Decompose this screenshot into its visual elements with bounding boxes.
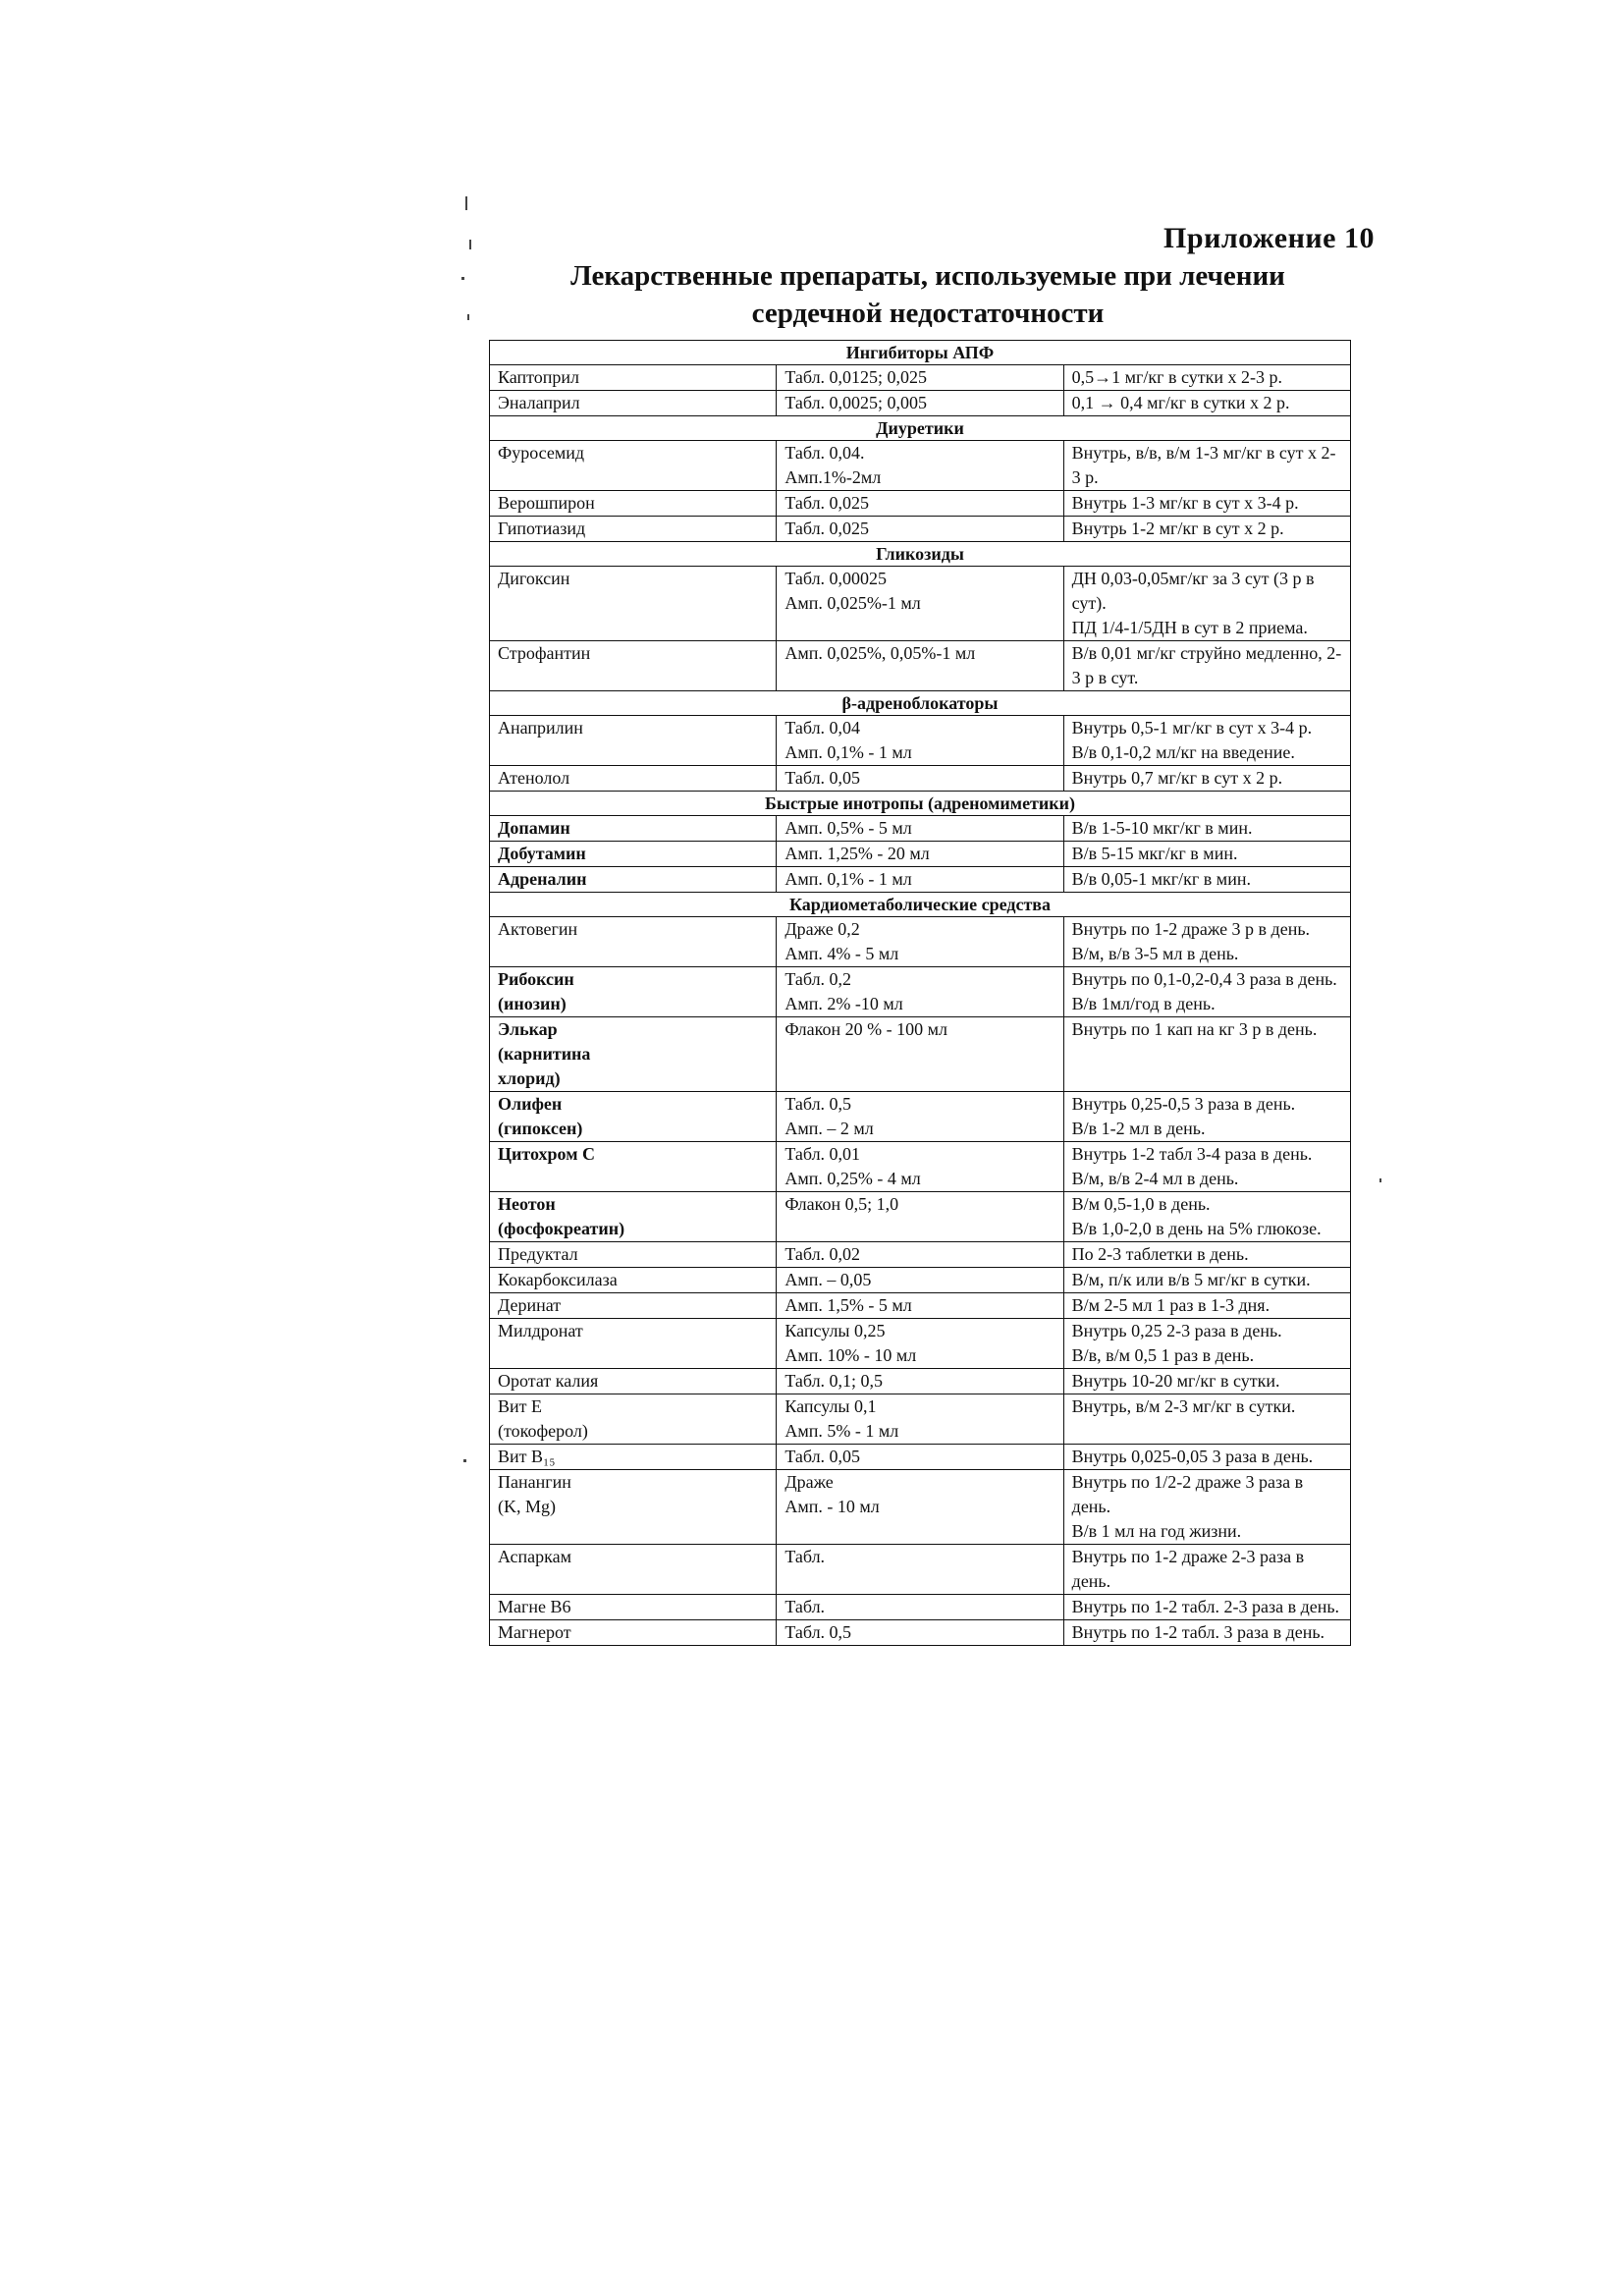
drug-row [490,1319,1351,1369]
drug-name-cell [490,716,777,766]
scan-artifact [467,314,469,320]
drug-name-line: (фосфокреатин) [498,1219,625,1238]
dosing-line: Внутрь по 1-2 драже 3 р в день. [1071,919,1311,939]
drug-name-line: Деринат [498,1295,562,1315]
dosing-cell [1063,1192,1350,1242]
dosage-form-cell [777,867,1063,893]
drug-name-line: (K, Mg) [498,1497,556,1516]
drug-name-line: (карнитина [498,1044,591,1064]
drug-name-cell [490,391,777,416]
dosing-cell [1063,1445,1350,1470]
dosage-form-line: Табл. 0,025 [784,519,870,538]
drug-name-line: Гипотиазид [498,519,586,538]
drug-row [490,1142,1351,1192]
dosage-form-cell [777,1092,1063,1142]
drug-name-cell [490,917,777,967]
dosage-form-cell [777,1545,1063,1595]
drug-name-cell [490,1470,777,1545]
dosing-cell [1063,391,1350,416]
dosing-line: 0,5→1 мг/кг в сутки х 2-3 р. [1071,367,1283,387]
dosing-line: Внутрь по 1-2 драже 2-3 раза в день. [1071,1547,1305,1591]
dosage-form-line: Табл. 0,0125; 0,025 [784,367,928,387]
dosage-form-line: Табл. 0,1; 0,5 [784,1371,884,1391]
dosage-form-line: Амп. - 10 мл [784,1497,880,1516]
dosing-line: В/в 0,1-0,2 мл/кг на введение. [1071,742,1295,762]
drug-name-cell [490,1369,777,1394]
dosing-cell [1063,1319,1350,1369]
dosing-cell [1063,1369,1350,1394]
drug-name-cell [490,1319,777,1369]
dosage-form-cell [777,917,1063,967]
drug-name-cell [490,491,777,517]
section-header-row [490,542,1351,567]
drug-name-line: Анаприлин [498,718,583,738]
dosage-form-line: Табл. 0,2 [784,969,852,989]
drug-name-cell [490,641,777,691]
drug-name-line: Фуросемид [498,443,585,463]
dosage-form-cell [777,641,1063,691]
drug-row [490,1293,1351,1319]
dosage-form-line: Капсулы 0,25 [784,1321,886,1340]
drug-name-cell [490,1242,777,1268]
dosing-line: В/в, в/м 0,5 1 раз в день. [1071,1345,1255,1365]
dosing-cell [1063,1293,1350,1319]
dosing-line: 0,1 → 0,4 мг/кг в сутки х 2 р. [1071,393,1290,412]
drug-row [490,1017,1351,1092]
drug-row [490,1268,1351,1293]
drug-name-line: Аспаркам [498,1547,572,1566]
dosage-form-line: Табл. [784,1597,826,1616]
dosing-line: Внутрь по 0,1-0,2-0,4 3 раза в день. [1071,969,1337,989]
dosage-form-cell [777,967,1063,1017]
drug-row [490,1545,1351,1595]
drug-name-line: (токоферол) [498,1421,588,1441]
document-title-line-2: сердечной недостаточности [751,298,1105,329]
dosage-form-line: Амп. 4% - 5 мл [784,944,899,963]
medication-table [489,340,1351,1646]
dosing-line: Внутрь 10-20 мг/кг в сутки. [1071,1371,1280,1391]
dosing-line: Внутрь по 1-2 табл. 3 раза в день. [1071,1622,1325,1642]
drug-name-line: Панангин [498,1472,571,1492]
dosage-form-line: Флакон 0,5; 1,0 [784,1194,899,1214]
dosage-form-line: Амп. 0,5% - 5 мл [784,818,912,838]
dosage-form-cell [777,842,1063,867]
drug-name-cell [490,1445,777,1470]
dosing-cell [1063,517,1350,542]
dosing-cell [1063,1092,1350,1142]
scan-artifact [463,1459,466,1462]
dosing-cell [1063,1620,1350,1646]
drug-name-line: Верошпирон [498,493,595,513]
dosage-form-line: Табл. 0,01 [784,1144,861,1164]
drug-name-cell [490,1545,777,1595]
dosage-form-cell [777,766,1063,792]
dosing-cell [1063,641,1350,691]
dosing-line: В/в 1мл/год в день. [1071,994,1216,1013]
drug-name-line: (гипоксен) [498,1119,583,1138]
dosage-form-cell [777,391,1063,416]
drug-name-cell [490,1268,777,1293]
drug-name-line: Магнерот [498,1622,571,1642]
drug-row [490,567,1351,641]
dosage-form-line: Амп. 2% -10 мл [784,994,903,1013]
drug-row [490,1595,1351,1620]
drug-name-line: Добутамин [498,844,586,863]
dosage-form-line: Табл. 0,0025; 0,005 [784,393,928,412]
drug-row [490,967,1351,1017]
drug-row [490,867,1351,893]
dosing-line: Внутрь 0,25-0,5 3 раза в день. [1071,1094,1296,1114]
drug-name-line: Допамин [498,818,570,838]
section-header: β-адреноблокаторы [490,691,1351,716]
dosage-form-line: Табл. 0,00025 [784,569,888,588]
dosing-line: Внутрь 0,025-0,05 3 раза в день. [1071,1447,1314,1466]
dosing-line: В/м 2-5 мл 1 раз в 1-3 дня. [1071,1295,1271,1315]
dosing-line: Внутрь, в/в, в/м 1-3 мг/кг в сут х 2-3 р. [1071,443,1336,487]
dosage-form-line: Табл. 0,5 [784,1622,852,1642]
drug-name-line: Атенолол [498,768,570,788]
dosage-form-line: Табл. 0,025 [784,493,870,513]
drug-name-cell [490,517,777,542]
dosage-form-line: Флакон 20 % - 100 мл [784,1019,947,1039]
dosing-line: Внутрь 0,5-1 мг/кг в сут х 3-4 р. [1071,718,1313,738]
dosing-cell [1063,716,1350,766]
drug-name-line: Вит B₁₅ [498,1447,556,1466]
drug-name-line: Дигоксин [498,569,570,588]
dosage-form-line: Амп. 0,1% - 1 мл [784,869,912,889]
dosing-line: В/м, в/в 2-4 мл в день. [1071,1169,1239,1188]
dosing-line: Внутрь по 1 кап на кг 3 р в день. [1071,1019,1318,1039]
scan-artifact [461,277,464,280]
dosing-line: В/в 0,01 мг/кг струйно медленно, 2-3 р в сут. [1071,643,1342,687]
drug-name-cell [490,1092,777,1142]
dosage-form-cell [777,1620,1063,1646]
dosage-form-cell [777,441,1063,491]
dosage-form-cell [777,1242,1063,1268]
dosing-line: В/в 1-5-10 мкг/кг в мин. [1071,818,1253,838]
dosage-form-line: Амп.1%-2мл [784,467,882,487]
document-title-line-1: Лекарственные препараты, используемые при лечении [570,260,1285,292]
drug-row [490,365,1351,391]
dosage-form-line: Амп. 10% - 10 мл [784,1345,917,1365]
dosing-line: Внутрь 1-2 мг/кг в сут х 2 р. [1071,519,1284,538]
drug-name-line: Актовегин [498,919,578,939]
section-header: Гликозиды [490,542,1351,567]
drug-name-cell [490,1595,777,1620]
dosage-form-cell [777,816,1063,842]
dosing-line: Внутрь 1-3 мг/кг в сут х 3-4 р. [1071,493,1299,513]
dosage-form-line: Амп. 0,025%, 0,05%-1 мл [784,643,976,663]
drug-name-cell [490,967,777,1017]
drug-name-line: хлорид) [498,1068,561,1088]
dosage-form-cell [777,1192,1063,1242]
drug-name-line: Неотон [498,1194,556,1214]
dosage-form-line: Капсулы 0,1 [784,1396,877,1416]
drug-name-line: Эналаприл [498,393,580,412]
dosing-cell [1063,491,1350,517]
drug-row [490,1445,1351,1470]
drug-name-cell [490,365,777,391]
scan-artifact [469,240,471,249]
dosing-cell [1063,842,1350,867]
drug-row [490,1470,1351,1545]
drug-name-line: Кокарбоксилаза [498,1270,618,1289]
drug-name-cell [490,1293,777,1319]
dosage-form-cell [777,1595,1063,1620]
dosing-line: Внутрь 0,25 2-3 раза в день. [1071,1321,1282,1340]
drug-name-cell [490,1017,777,1092]
dosing-cell [1063,441,1350,491]
dosage-form-line: Табл. 0,04. [784,443,865,463]
dosing-line: Внутрь, в/м 2-3 мг/кг в сутки. [1071,1396,1296,1416]
drug-row [490,716,1351,766]
dosing-cell [1063,1017,1350,1092]
drug-row [490,766,1351,792]
scan-artifact [465,196,467,210]
drug-name-cell [490,1192,777,1242]
dosing-line: Внутрь по 1-2 табл. 2-3 раза в день. [1071,1597,1340,1616]
dosage-form-cell [777,365,1063,391]
dosage-form-line: Драже [784,1472,834,1492]
dosage-form-line: Амп. 0,25% - 4 мл [784,1169,921,1188]
section-header: Ингибиторы АПФ [490,341,1351,365]
dosage-form-line: Табл. 0,04 [784,718,861,738]
dosage-form-cell [777,567,1063,641]
dosing-line: В/м, в/в 3-5 мл в день. [1071,944,1239,963]
drug-name-cell [490,567,777,641]
dosage-form-cell [777,1319,1063,1369]
dosage-form-line: Амп. 1,25% - 20 мл [784,844,930,863]
appendix-label: Приложение 10 [1163,222,1375,254]
dosage-form-line: Амп. 1,5% - 5 мл [784,1295,912,1315]
drug-name-line: Строфантин [498,643,591,663]
dosage-form-line: Табл. 0,05 [784,1447,861,1466]
dosing-cell [1063,766,1350,792]
dosage-form-cell [777,1293,1063,1319]
section-header-row [490,416,1351,441]
drug-name-line: Милдронат [498,1321,583,1340]
dosing-line: В/в 1-2 мл в день. [1071,1119,1206,1138]
dosage-form-cell [777,1445,1063,1470]
section-header-row [490,691,1351,716]
drug-name-cell [490,867,777,893]
dosing-cell [1063,1394,1350,1445]
dosing-cell [1063,1142,1350,1192]
dosage-form-cell [777,517,1063,542]
dosing-cell [1063,1268,1350,1293]
drug-name-line: Магне В6 [498,1597,571,1616]
drug-row [490,641,1351,691]
dosing-line: ДН 0,03-0,05мг/кг за 3 сут (3 р в сут). [1071,569,1315,613]
dosage-form-line: Амп. – 0,05 [784,1270,872,1289]
drug-name-cell [490,842,777,867]
dosing-cell [1063,867,1350,893]
dosage-form-cell [777,1394,1063,1445]
dosing-cell [1063,1595,1350,1620]
dosing-cell [1063,816,1350,842]
section-header: Диуретики [490,416,1351,441]
section-header-row [490,792,1351,816]
dosing-cell [1063,967,1350,1017]
drug-name-line: Рибоксин [498,969,574,989]
section-header: Быстрые инотропы (адреномиметики) [490,792,1351,816]
drug-name-line: Вит Е [498,1396,542,1416]
dosage-form-line: Амп. 0,1% - 1 мл [784,742,912,762]
drug-name-cell [490,816,777,842]
dosage-form-cell [777,1142,1063,1192]
drug-row [490,1192,1351,1242]
drug-row [490,491,1351,517]
dosage-form-line: Амп. 0,025%-1 мл [784,593,921,613]
drug-name-line: (инозин) [498,994,567,1013]
dosage-form-line: Табл. 0,02 [784,1244,861,1264]
dosing-line: В/в 0,05-1 мкг/кг в мин. [1071,869,1251,889]
dosage-form-cell [777,1017,1063,1092]
dosage-form-cell [777,716,1063,766]
dosing-line: В/м 0,5-1,0 в день. [1071,1194,1211,1214]
section-header-row [490,341,1351,365]
dosage-form-line: Амп. – 2 мл [784,1119,874,1138]
section-header-row [490,893,1351,917]
drug-name-line: Цитохром С [498,1144,595,1164]
dosing-line: В/м, п/к или в/в 5 мг/кг в сутки. [1071,1270,1311,1289]
dosing-line: Внутрь 0,7 мг/кг в сут х 2 р. [1071,768,1283,788]
dosing-line: В/в 1 мл на год жизни. [1071,1521,1242,1541]
drug-name-cell [490,1620,777,1646]
drug-name-line: Оротат калия [498,1371,599,1391]
dosing-cell [1063,567,1350,641]
drug-row [490,1242,1351,1268]
dosing-line: Внутрь 1-2 табл 3-4 раза в день. [1071,1144,1313,1164]
drug-name-cell [490,766,777,792]
drug-row [490,917,1351,967]
dosage-form-cell [777,1268,1063,1293]
drug-row [490,391,1351,416]
medication-table-body [490,341,1351,1646]
drug-name-line: Элькар [498,1019,558,1039]
dosage-form-line: Драже 0,2 [784,919,860,939]
dosing-cell [1063,917,1350,967]
drug-row [490,441,1351,491]
dosage-form-line: Табл. 0,05 [784,768,861,788]
dosage-form-line: Табл. [784,1547,826,1566]
drug-name-cell [490,1394,777,1445]
drug-name-cell [490,441,777,491]
drug-name-line: Каптоприл [498,367,580,387]
drug-name-line: Олифен [498,1094,563,1114]
drug-name-line: Адреналин [498,869,587,889]
dosing-line: Внутрь по 1/2-2 драже 3 раза в день. [1071,1472,1304,1516]
drug-name-cell [490,1142,777,1192]
drug-name-line: Предуктал [498,1244,578,1264]
dosage-form-line: Амп. 5% - 1 мл [784,1421,899,1441]
dosage-form-cell [777,1369,1063,1394]
document-title [496,257,1360,332]
dosing-cell [1063,1242,1350,1268]
scan-artifact [1379,1178,1381,1182]
drug-row [490,816,1351,842]
dosing-line: В/в 5-15 мкг/кг в мин. [1071,844,1238,863]
drug-row [490,1620,1351,1646]
drug-row [490,842,1351,867]
dosing-line: В/в 1,0-2,0 в день на 5% глюкозе. [1071,1219,1322,1238]
section-header: Кардиометаболические средства [490,893,1351,917]
dosage-form-cell [777,1470,1063,1545]
dosage-form-line: Табл. 0,5 [784,1094,852,1114]
dosing-cell [1063,1470,1350,1545]
dosing-line: По 2-3 таблетки в день. [1071,1244,1249,1264]
drug-row [490,517,1351,542]
drug-row [490,1369,1351,1394]
dosing-cell [1063,365,1350,391]
dosage-form-cell [777,491,1063,517]
dosing-line: ПД 1/4-1/5ДН в сут в 2 приема. [1071,618,1308,637]
dosing-cell [1063,1545,1350,1595]
drug-row [490,1394,1351,1445]
drug-row [490,1092,1351,1142]
